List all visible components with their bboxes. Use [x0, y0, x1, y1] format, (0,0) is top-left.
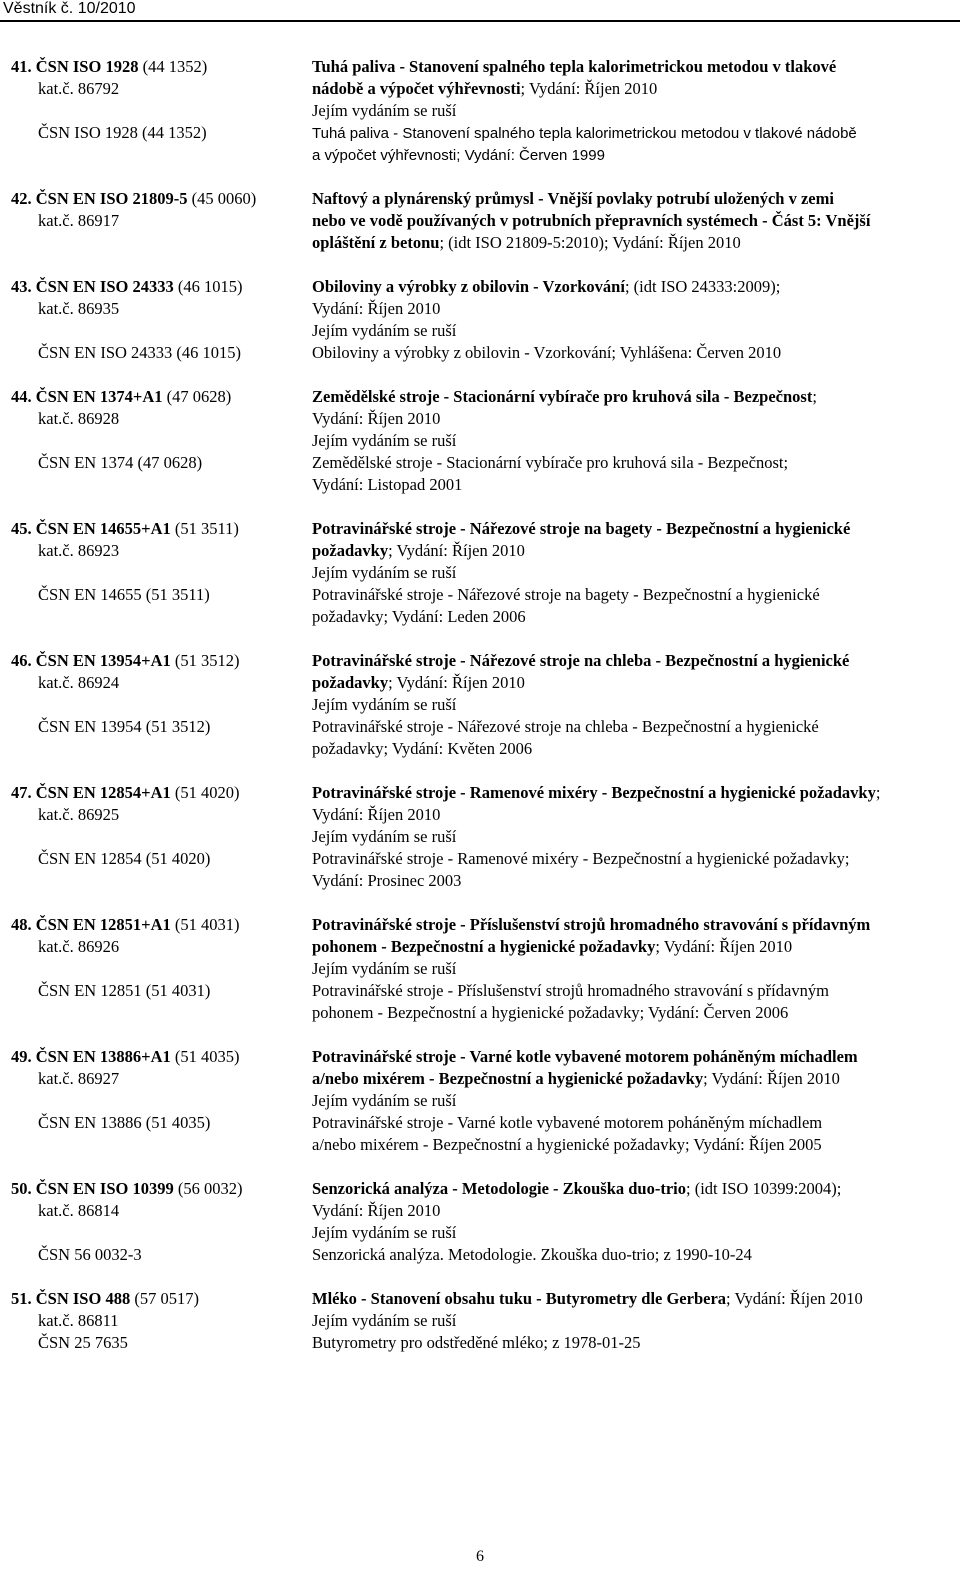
text-segment: ; (idt ISO 24333:2009);	[624, 277, 781, 296]
text-segment: ; (idt ISO 21809-5:2010); Vydání: Říjen 2010	[439, 233, 741, 252]
standard-designation	[38, 1244, 142, 1266]
entry-line	[0, 122, 960, 144]
standard-description	[312, 342, 781, 364]
entry-line	[0, 56, 960, 78]
text-segment: kat.č. 86917	[38, 211, 120, 230]
standard-description	[312, 1244, 752, 1266]
text-segment: 49. ČSN EN 13886+A1	[11, 1047, 171, 1066]
standard-description	[312, 562, 456, 584]
standard-designation	[11, 1046, 240, 1068]
standard-designation	[11, 914, 240, 936]
standard-description	[312, 452, 788, 474]
text-segment: Potravinářské stroje - Varné kotle vybavené motorem poháněným míchadlem	[312, 1113, 823, 1132]
text-segment: Potravinářské stroje - Nářezové stroje na chleba - Bezpečnostní a hygienické	[312, 651, 850, 670]
text-segment: Vydání: Říjen 2010	[312, 409, 441, 428]
entry-line	[0, 298, 960, 320]
standard-entry	[0, 1046, 960, 1156]
entry-line	[0, 1134, 960, 1156]
text-segment: Naftový a plynárenský průmysl - Vnější povlaky potrubí uložených v zemi	[312, 189, 834, 208]
standard-description	[312, 1178, 841, 1200]
standard-entry	[0, 782, 960, 892]
text-segment: ; Vydání: Říjen 2010	[388, 673, 525, 692]
header-title: Věstník č. 10/2010	[3, 0, 136, 17]
text-segment: 50. ČSN EN ISO 10399	[11, 1179, 174, 1198]
standard-designation	[38, 1200, 119, 1222]
standard-description	[312, 694, 456, 716]
text-segment: 42. ČSN EN ISO 21809-5	[11, 189, 188, 208]
text-segment: Zemědělské stroje - Stacionární vybírače pro kruhová sila - Bezpečnost;	[312, 453, 789, 472]
text-segment: Tuhá paliva - Stanovení spalného tepla kalorimetrickou metodou v tlakové	[312, 57, 837, 76]
entry-line	[0, 232, 960, 254]
standard-description	[312, 914, 870, 936]
standard-description	[312, 78, 657, 100]
text-segment: Jejím vydáním se ruší	[312, 1223, 457, 1242]
entry-line	[0, 210, 960, 232]
entry-line	[0, 408, 960, 430]
entry-line	[0, 804, 960, 826]
standard-entry	[0, 56, 960, 166]
text-segment: ČSN EN 12851 (51 4031)	[38, 981, 211, 1000]
standard-description	[312, 518, 850, 540]
entry-line	[0, 342, 960, 364]
entry-line	[0, 1222, 960, 1244]
standard-description	[312, 320, 456, 342]
entry-line	[0, 606, 960, 628]
standard-description	[312, 122, 857, 145]
text-segment: ; Vydání: Říjen 2010	[703, 1069, 840, 1088]
standard-designation	[38, 804, 119, 826]
text-segment: Jejím vydáním se ruší	[312, 827, 457, 846]
text-segment: ČSN 56 0032-3	[38, 1245, 142, 1264]
entry-line	[0, 78, 960, 100]
text-segment: ; Vydání: Říjen 2010	[388, 541, 525, 560]
text-segment: Jejím vydáním se ruší	[312, 563, 457, 582]
standard-description	[312, 144, 605, 167]
standard-designation	[38, 342, 241, 364]
entry-line	[0, 870, 960, 892]
text-segment: (51 3511)	[170, 519, 239, 538]
text-segment: kat.č. 86927	[38, 1069, 120, 1088]
standard-description	[312, 1200, 440, 1222]
text-segment: Potravinářské stroje - Ramenové mixéry - Bezpečnostní a hygienické požadavky	[312, 783, 876, 802]
standard-description	[312, 1046, 858, 1068]
text-segment: kat.č. 86792	[38, 79, 120, 98]
entry-line	[0, 914, 960, 936]
text-segment: ; Vydání: Říjen 2010	[520, 79, 658, 98]
standard-designation	[11, 1178, 243, 1200]
text-segment: ČSN EN 13886 (51 4035)	[38, 1113, 211, 1132]
standard-designation	[38, 1332, 128, 1354]
standard-designation	[11, 650, 240, 672]
text-segment: Potravinářské stroje - Nářezové stroje na bagety - Bezpečnostní a hygienické	[312, 585, 820, 604]
standard-description	[312, 408, 440, 430]
entry-line	[0, 1178, 960, 1200]
text-segment: kat.č. 86935	[38, 299, 120, 318]
standard-entry	[0, 1288, 960, 1354]
text-segment: pohonem - Bezpečnostní a hygienické požadavky	[312, 937, 656, 956]
text-segment: ČSN ISO 1928 (44 1352)	[38, 123, 207, 142]
standard-description	[312, 188, 834, 210]
text-segment: 48. ČSN EN 12851+A1	[11, 915, 171, 934]
text-segment: Jejím vydáním se ruší	[312, 321, 457, 340]
text-segment: ČSN EN ISO 24333 (46 1015)	[38, 343, 242, 362]
entry-line	[0, 320, 960, 342]
standard-entry	[0, 650, 960, 760]
entry-line	[0, 980, 960, 1002]
standard-description	[312, 56, 836, 78]
text-segment: požadavky	[312, 673, 389, 692]
entry-line	[0, 1200, 960, 1222]
standard-description	[312, 386, 817, 408]
entry-line	[0, 144, 960, 166]
standard-description	[312, 1112, 822, 1134]
standard-description	[312, 650, 849, 672]
text-segment: Obiloviny a výrobky z obilovin - Vzorkování	[312, 277, 625, 296]
standard-description	[312, 232, 741, 254]
text-segment: Jejím vydáním se ruší	[312, 431, 457, 450]
text-segment: Potravinářské stroje - Nářezové stroje na chleba - Bezpečnostní a hygienické	[312, 717, 819, 736]
standard-description	[312, 870, 461, 892]
standard-description	[312, 606, 526, 628]
text-segment: Vydání: Prosinec 2003	[312, 871, 462, 890]
standard-designation	[38, 78, 119, 100]
standard-designation	[38, 408, 119, 430]
text-segment: kat.č. 86811	[38, 1311, 119, 1330]
standard-description	[312, 1090, 456, 1112]
text-segment: kat.č. 86924	[38, 673, 120, 692]
text-segment: 41. ČSN ISO 1928	[11, 57, 139, 76]
text-segment: nádobě a výpočet výhřevnosti	[312, 79, 521, 98]
standard-description	[312, 936, 792, 958]
entry-line	[0, 386, 960, 408]
entry-line	[0, 1090, 960, 1112]
entry-line	[0, 276, 960, 298]
text-segment: (57 0517)	[130, 1289, 199, 1308]
standard-designation	[38, 936, 119, 958]
text-segment: Jejím vydáním se ruší	[312, 1311, 457, 1330]
standard-description	[312, 1222, 456, 1244]
text-segment: Jejím vydáním se ruší	[312, 695, 457, 714]
standard-designation	[11, 782, 240, 804]
standard-entry	[0, 1178, 960, 1266]
text-segment: (51 4035)	[170, 1047, 240, 1066]
text-segment: ;	[875, 783, 881, 802]
entry-line	[0, 188, 960, 210]
standard-designation	[38, 452, 202, 474]
standard-description	[312, 430, 456, 452]
text-segment: Obiloviny a výrobky z obilovin - Vzorkování; Vyhlášena: Červen 2010	[312, 343, 782, 362]
entry-line	[0, 1332, 960, 1354]
standard-description	[312, 848, 849, 870]
standard-entry	[0, 276, 960, 364]
standard-designation	[38, 1310, 119, 1332]
text-segment: Potravinářské stroje - Nářezové stroje na bagety - Bezpečnostní a hygienické	[312, 519, 851, 538]
standard-entry	[0, 914, 960, 1024]
text-segment: Zemědělské stroje - Stacionární vybírače pro kruhová sila - Bezpečnost	[312, 387, 813, 406]
entry-line	[0, 694, 960, 716]
text-segment: Jejím vydáním se ruší	[312, 1091, 457, 1110]
text-segment: 51. ČSN ISO 488	[11, 1289, 131, 1308]
standard-designation	[38, 298, 119, 320]
text-segment: (51 4031)	[170, 915, 240, 934]
standard-designation	[38, 210, 119, 232]
standard-designation	[38, 716, 210, 738]
text-segment: požadavky; Vydání: Květen 2006	[312, 739, 533, 758]
text-segment: nebo ve vodě používaných v potrubních přepravních systémech - Část 5: Vnější	[312, 211, 871, 230]
standard-designation	[11, 518, 239, 540]
standard-designation	[38, 584, 210, 606]
standard-designation	[11, 188, 256, 210]
text-segment: kat.č. 86926	[38, 937, 120, 956]
text-segment: kat.č. 86925	[38, 805, 120, 824]
entry-line	[0, 562, 960, 584]
text-segment: Potravinářské stroje - Ramenové mixéry - Bezpečnostní a hygienické požadavky;	[312, 849, 850, 868]
text-segment: Vydání: Říjen 2010	[312, 1201, 441, 1220]
text-segment: (51 3512)	[170, 651, 240, 670]
entry-line	[0, 650, 960, 672]
standard-description	[312, 210, 870, 232]
standard-designation	[38, 1112, 210, 1134]
text-segment: (51 4020)	[170, 783, 240, 802]
standard-description	[312, 584, 820, 606]
text-segment: (56 0032)	[173, 1179, 243, 1198]
text-segment: (47 0628)	[162, 387, 232, 406]
entry-line	[0, 584, 960, 606]
page-header	[0, 0, 960, 22]
standard-description	[312, 716, 819, 738]
entry-line	[0, 672, 960, 694]
text-segment: Jejím vydáním se ruší	[312, 101, 457, 120]
text-segment: kat.č. 86923	[38, 541, 120, 560]
standard-description	[312, 1310, 456, 1332]
text-segment: kat.č. 86928	[38, 409, 120, 428]
entry-line	[0, 1112, 960, 1134]
standard-description	[312, 100, 456, 122]
standard-entry	[0, 188, 960, 254]
text-segment: ; (idt ISO 10399:2004);	[686, 1179, 842, 1198]
text-segment: Vydání: Listopad 2001	[312, 475, 463, 494]
standard-description	[312, 1068, 840, 1090]
text-segment: pohonem - Bezpečnostní a hygienické požadavky; Vydání: Červen 2006	[312, 1003, 789, 1022]
text-segment: 44. ČSN EN 1374+A1	[11, 387, 163, 406]
standard-designation	[11, 276, 243, 298]
entry-line	[0, 716, 960, 738]
standard-designation	[11, 56, 207, 78]
text-segment: a výpočet výhřevnosti; Vydání: Červen 1999	[312, 147, 605, 164]
text-segment: ČSN EN 13954 (51 3512)	[38, 717, 211, 736]
standard-description	[312, 540, 525, 562]
entry-line	[0, 1046, 960, 1068]
page-number: 6	[476, 1548, 484, 1565]
text-segment: Potravinářské stroje - Příslušenství strojů hromadného stravování s přídavným	[312, 981, 829, 1000]
text-segment: 47. ČSN EN 12854+A1	[11, 783, 171, 802]
entry-line	[0, 936, 960, 958]
standard-description	[312, 958, 456, 980]
text-segment: ; Vydání: Říjen 2010	[726, 1289, 863, 1308]
text-segment: Mléko - Stanovení obsahu tuku - Butyrometry dle Gerbera	[312, 1289, 727, 1308]
standard-entry	[0, 518, 960, 628]
standard-description	[312, 782, 880, 804]
text-segment: (46 1015)	[173, 277, 243, 296]
standard-description	[312, 980, 829, 1002]
standard-designation	[11, 386, 231, 408]
text-segment: 43. ČSN EN ISO 24333	[11, 277, 174, 296]
text-segment: Potravinářské stroje - Příslušenství strojů hromadného stravování s přídavným	[312, 915, 871, 934]
text-segment: Senzorická analýza - Metodologie - Zkouška duo-trio	[312, 1179, 686, 1198]
text-segment: ;	[812, 387, 817, 406]
standard-description	[312, 826, 456, 848]
standard-description	[312, 672, 525, 694]
standard-designation	[11, 1288, 199, 1310]
text-segment: ; Vydání: Říjen 2010	[655, 937, 793, 956]
entry-line	[0, 826, 960, 848]
entry-line	[0, 1068, 960, 1090]
entry-line	[0, 958, 960, 980]
entry-line	[0, 540, 960, 562]
text-segment: Tuhá paliva - Stanovení spalného tepla kalorimetrickou metodou v tlakové nádobě	[312, 125, 857, 142]
standard-designation	[38, 848, 210, 870]
standard-description	[312, 804, 440, 826]
standard-description	[312, 1332, 641, 1354]
text-segment: ČSN EN 12854 (51 4020)	[38, 849, 211, 868]
entry-line	[0, 1288, 960, 1310]
text-segment: Senzorická analýza. Metodologie. Zkouška duo-trio; z 1990-10-24	[312, 1245, 752, 1264]
text-segment: požadavky	[312, 541, 389, 560]
entry-line	[0, 1002, 960, 1024]
text-segment: ČSN EN 1374 (47 0628)	[38, 453, 203, 472]
entry-line	[0, 430, 960, 452]
standard-description	[312, 474, 462, 496]
text-segment: Butyrometry pro odstředěné mléko; z 1978-01-25	[312, 1333, 641, 1352]
text-segment: 46. ČSN EN 13954+A1	[11, 651, 171, 670]
entry-line	[0, 1244, 960, 1266]
entry-line	[0, 782, 960, 804]
standard-designation	[38, 122, 207, 144]
text-segment: kat.č. 86814	[38, 1201, 120, 1220]
standard-designation	[38, 672, 119, 694]
text-segment: a/nebo mixérem - Bezpečnostní a hygienické požadavky; Vydání: Říjen 2005	[312, 1135, 822, 1154]
text-segment: požadavky; Vydání: Leden 2006	[312, 607, 526, 626]
standard-description	[312, 1002, 788, 1024]
text-segment: Jejím vydáním se ruší	[312, 959, 457, 978]
standard-description	[312, 298, 440, 320]
entry-line	[0, 738, 960, 760]
standard-designation	[38, 540, 119, 562]
text-segment: (44 1352)	[138, 57, 208, 76]
text-segment: Potravinářské stroje - Varné kotle vybavené motorem poháněným míchadlem	[312, 1047, 858, 1066]
text-segment: Vydání: Říjen 2010	[312, 299, 441, 318]
text-segment: ČSN EN 14655 (51 3511)	[38, 585, 210, 604]
entry-line	[0, 452, 960, 474]
standard-description	[312, 1134, 822, 1156]
text-segment: 45. ČSN EN 14655+A1	[11, 519, 171, 538]
standard-description	[312, 1288, 863, 1310]
entry-line	[0, 100, 960, 122]
standard-description	[312, 738, 532, 760]
standard-description	[312, 276, 780, 298]
text-segment: (45 0060)	[187, 189, 257, 208]
entry-line	[0, 518, 960, 540]
text-segment: opláštění z betonu	[312, 233, 440, 252]
text-segment: a/nebo mixérem - Bezpečnostní a hygienické požadavky	[312, 1069, 704, 1088]
standards-list	[0, 56, 960, 1376]
entry-line	[0, 474, 960, 496]
standard-entry	[0, 386, 960, 496]
entry-line	[0, 1310, 960, 1332]
text-segment: Vydání: Říjen 2010	[312, 805, 441, 824]
standard-designation	[38, 1068, 119, 1090]
entry-line	[0, 848, 960, 870]
text-segment: ČSN 25 7635	[38, 1333, 128, 1352]
standard-designation	[38, 980, 210, 1002]
